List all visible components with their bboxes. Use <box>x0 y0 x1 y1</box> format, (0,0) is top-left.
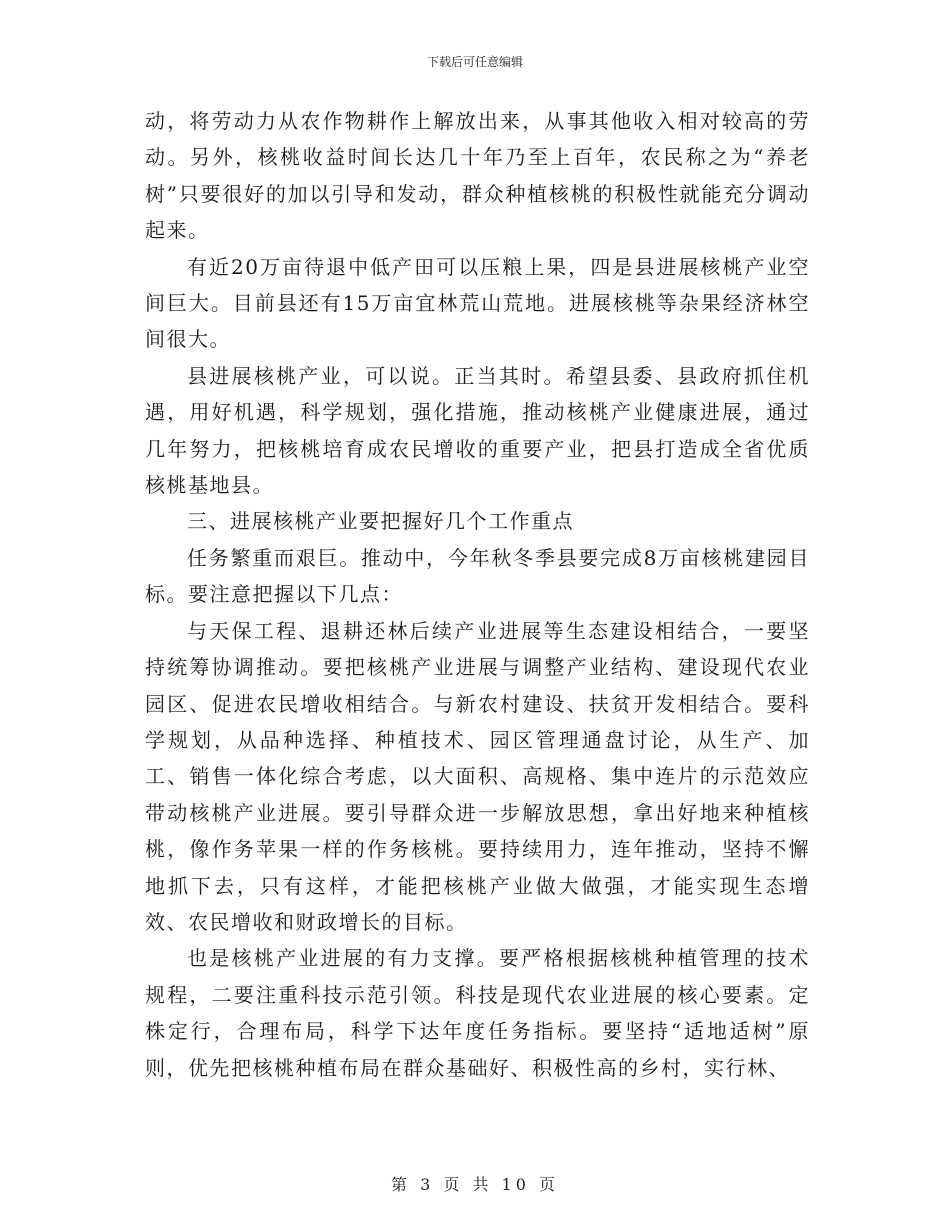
page-number-footer: 第 3 页 共 10 页 <box>391 1175 559 1194</box>
paragraph: 有近20万亩待退中低产田可以压粮上果，四是县进展核桃产业空间巨大。目前县还有15万亩宜林荒山荒地。进展核桃等杂果经济林空间很大。 <box>145 254 810 352</box>
paragraph: 也是核桃产业进展的有力支撑。要严格根据核桃种植管理的技术规程，二要注重科技示范引领。科技是现代农业进展的核心要素。定株定行，合理布局，科学下达年度任务指标。要坚持“适地适树”原则，优先把核桃种植布局在群众基础好、积极性高的乡村，实行林、 <box>145 946 810 1080</box>
paragraph: 动，将劳动力从农作物耕作上解放出来，从事其他收入相对较高的劳动。另外，核桃收益时间长达几十年乃至上百年，农民称之为“养老树”只要很好的加以引导和发动，群众种植核桃的积极性就能充分调动起来。 <box>145 109 810 243</box>
paragraph: 与天保工程、退耕还林后续产业进展等生态建设相结合，一要坚持统筹协调推动。要把核桃产业进展与调整产业结构、建设现代农业园区、促进农民增收相结合。与新农村建设、扶贫开发相结合。要科学规划，从品种选择、种植技术、园区管理通盘讨论，从生产、加工、销售一体化综合考虑，以大面积、高规格、集中连片的示范效应带动核桃产业进展。要引导群众进一步解放思想，拿出好地来种植核桃，像作务苹果一样的作务核桃。要持续用力，连年推动，坚持不懈地抓下去，只有这样，才能把核桃产业做大做强，才能实现生态增效、农民增收和财政增长的目标。 <box>145 618 810 934</box>
paragraph: 县进展核桃产业，可以说。正当其时。希望县委、县政府抓住机遇，用好机遇，科学规划，强化措施，推动核桃产业健康进展，通过几年努力，把核桃培育成农民增收的重要产业，把县打造成全省优质核桃基地县。 <box>145 363 810 498</box>
page-header: 下载后可任意编辑 <box>426 55 523 69</box>
document-body <box>145 103 810 1086</box>
paragraph: 任务繁重而艰巨。推动中，今年秋冬季县要完成8万亩核桃建园目标。要注意把握以下几点： <box>145 545 810 607</box>
section-heading: 三、进展核桃产业要把握好几个工作重点 <box>187 509 574 534</box>
